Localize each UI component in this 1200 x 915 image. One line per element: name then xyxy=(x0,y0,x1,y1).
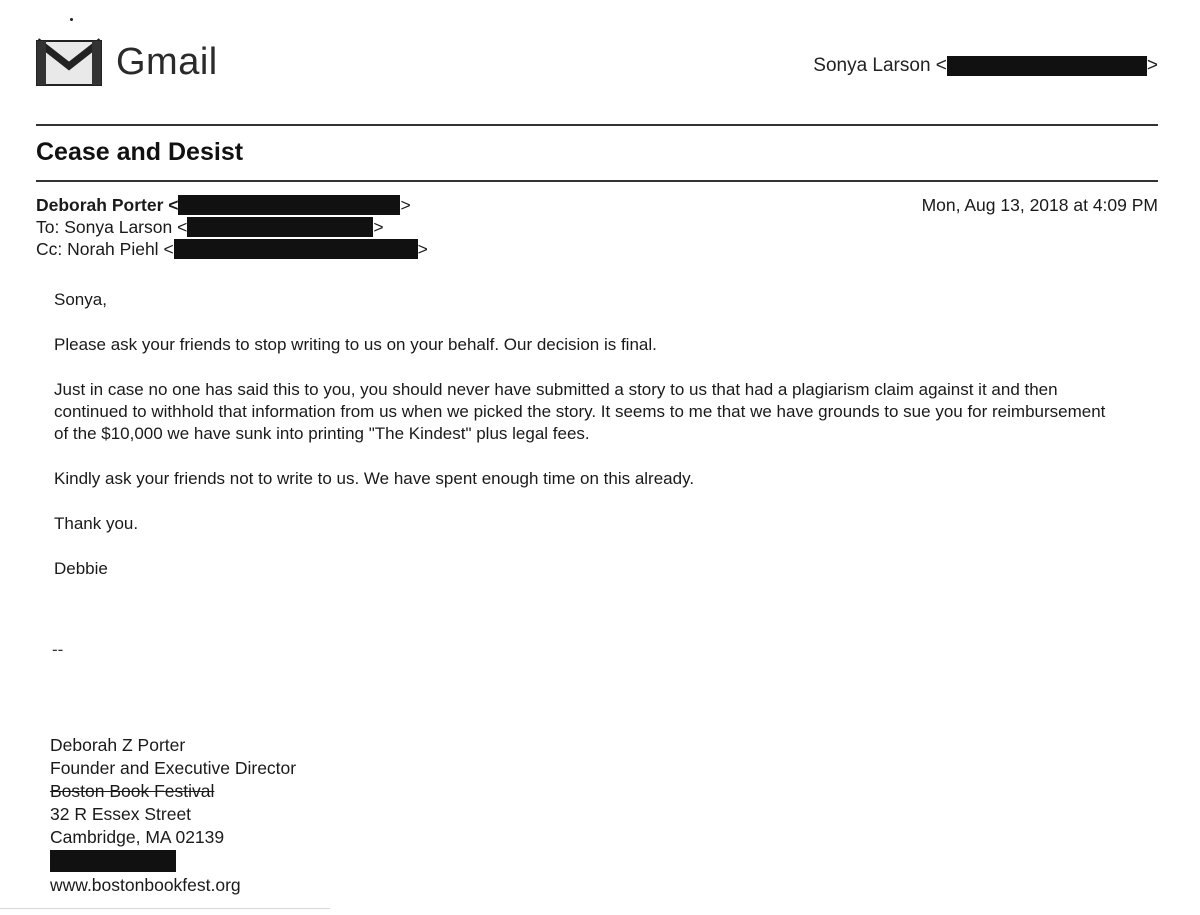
signature-website: www.bostonbookfest.org xyxy=(50,875,241,895)
signature-organization: Boston Book Festival xyxy=(50,781,215,801)
message-date: Mon, Aug 13, 2018 at 4:09 PM xyxy=(921,195,1158,215)
body-paragraph: Kindly ask your friends not to write to us. We have spent enough time on this already. xyxy=(54,469,695,488)
cc-line: Cc: Norah Piehl < > xyxy=(36,239,428,259)
redacted-cc-email xyxy=(174,239,418,259)
gmail-envelope-icon xyxy=(36,38,102,86)
redacted-sender-email xyxy=(178,195,400,215)
signature-separator: -- xyxy=(52,640,64,659)
signature-street: 32 R Essex Street xyxy=(50,804,192,824)
signature-name: Deborah Z Porter xyxy=(50,735,186,755)
body-paragraph: Debbie xyxy=(54,559,108,578)
divider-subject xyxy=(36,180,1158,182)
signature-title: Founder and Executive Director xyxy=(50,758,297,778)
signature-block xyxy=(50,734,296,897)
scan-speck xyxy=(70,18,73,21)
gmail-logo xyxy=(36,38,218,86)
account-header: Sonya Larson < > xyxy=(813,55,1158,76)
body-paragraph: Just in case no one has said this to you, you should never have submitted a story to us that had a plagiarism claim against it and then continued to withhold that information from us when we picked the story. It seems to me that we have grounds to sue you for reimbursement of the $10,000 we have sunk into printing "The Kindest" plus legal fees. xyxy=(54,380,1106,443)
redacted-account-email xyxy=(947,56,1147,76)
to-label: To: xyxy=(36,217,60,237)
body-paragraph: Thank you. xyxy=(54,514,139,533)
divider-top xyxy=(36,124,1158,126)
cc-name: Norah Piehl xyxy=(67,239,159,259)
to-line: To: Sonya Larson < > xyxy=(36,217,384,237)
email-subject: Cease and Desist xyxy=(36,138,244,166)
redacted-recipient-email xyxy=(187,217,373,237)
page-edge-line xyxy=(0,908,330,909)
greeting: Sonya, xyxy=(54,290,107,309)
sender-name: Deborah Porter xyxy=(36,195,164,215)
gmail-wordmark: Gmail xyxy=(116,40,218,83)
cc-label: Cc: xyxy=(36,239,63,259)
redacted-phone xyxy=(50,850,176,872)
recipient-name: Sonya Larson xyxy=(64,217,173,237)
message-body xyxy=(54,289,1134,603)
signature-city: Cambridge, MA 02139 xyxy=(50,827,225,847)
message-meta xyxy=(36,194,428,260)
body-paragraph: Please ask your friends to stop writing to us on your behalf. Our decision is final. xyxy=(54,335,657,354)
from-line: Deborah Porter < > xyxy=(36,195,411,215)
account-name: Sonya Larson xyxy=(813,55,931,76)
